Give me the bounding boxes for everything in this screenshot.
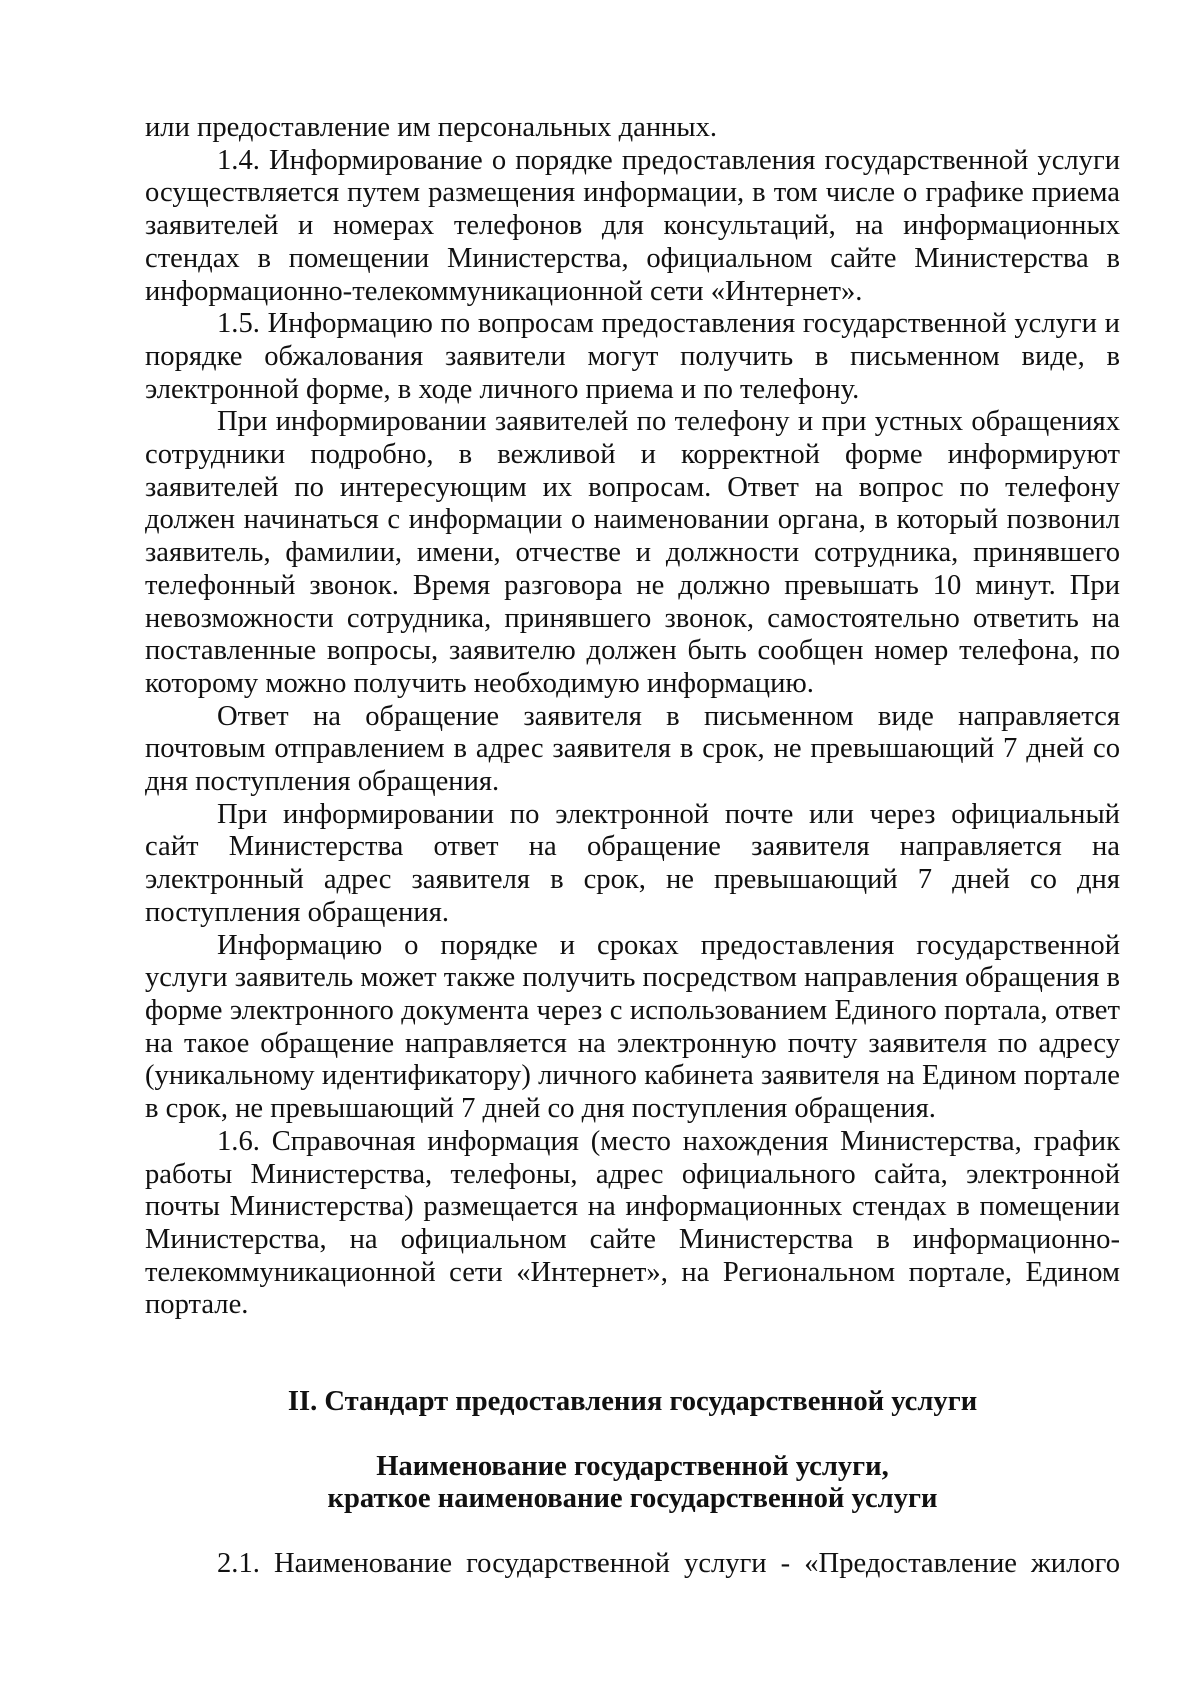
paragraph-email-reply: При информировании по электронной почте или через официальный сайт Министерства ответ на обращение заявителя направляется на электронный адрес заявителя в срок, не превышающий 7 дней со дня поступления обращения. — [145, 798, 1120, 928]
paragraph-1-5: 1.5. Информацию по вопросам предоставления государственной услуги и порядке обжалования заявители могут получить в письменном виде, в электронной форме, в ходе личного приема и по телефону. — [145, 308, 1120, 405]
paragraph-phone-info: При информировании заявителей по телефону и при устных обращениях сотрудники подробно, в вежливой и корректной форме информируют заявителей по интересующим их вопросам. Ответ на вопрос по телефону должен начинаться с информации о наименовании органа, в который позвонил заявитель, фамилии, имени, отчестве и должности сотрудника, принявшего телефонный звонок. Время разговора не должно превышать 10 минут. При невозможности сотрудника, принявшего звонок, самостоятельно ответить на поставленные вопросы, заявителю должен быть сообщен номер телефона, по которому можно получить необходимую информацию. — [145, 406, 1120, 699]
paragraph-continuation: или предоставление им персональных данных. — [145, 112, 718, 143]
paragraph-1-6: 1.6. Справочная информация (место нахождения Министерства, график работы Министерства, телефоны, адрес официального сайта, электронной почты Министерства) размещается на информационных стендах в помещении Министерства, на официальном сайте Министерства в информационно-телекоммуникационной сети «Интернет», на Региональном портале, Едином портале. — [145, 1125, 1120, 1321]
section-heading: II. Стандарт предоставления государственной услуги — [287, 1386, 978, 1418]
subheading-line-2: краткое наименование государственной услуги — [327, 1483, 938, 1515]
paragraph-1-4: 1.4. Информирование о порядке предоставления государственной услуги осуществляется путем размещения информации, в том числе о графике приема заявителей и номерах телефонов для консультаций, на информационных стендах в помещении Министерства, официальном сайте Министерства в информационно-телекоммуникационной сети «Интернет». — [145, 144, 1120, 307]
paragraph-portal-info: Информацию о порядке и сроках предоставления государственной услуги заявитель может также получить посредством направления обращения в форме электронного документа через с использованием Единого портала, ответ на такое обращение направляется на электронную почту заявителя по адресу (уникальному идентификатору) личного кабинета заявителя на Едином портале в срок, не превышающий 7 дней со дня поступления обращения. — [145, 929, 1121, 1125]
paragraph-written-reply: Ответ на обращение заявителя в письменном виде направляется почтовым отправлением в адрес заявителя в срок, не превышающий 7 дней со дня поступления обращения. — [145, 700, 1120, 798]
subheading-line-1: Наименование государственной услуги, — [376, 1450, 889, 1482]
document-page — [145, 112, 1120, 1581]
paragraph-2-1: 2.1. Наименование государственной услуги - «Предоставление жилого — [217, 1548, 1120, 1580]
subheading — [145, 1451, 1120, 1516]
